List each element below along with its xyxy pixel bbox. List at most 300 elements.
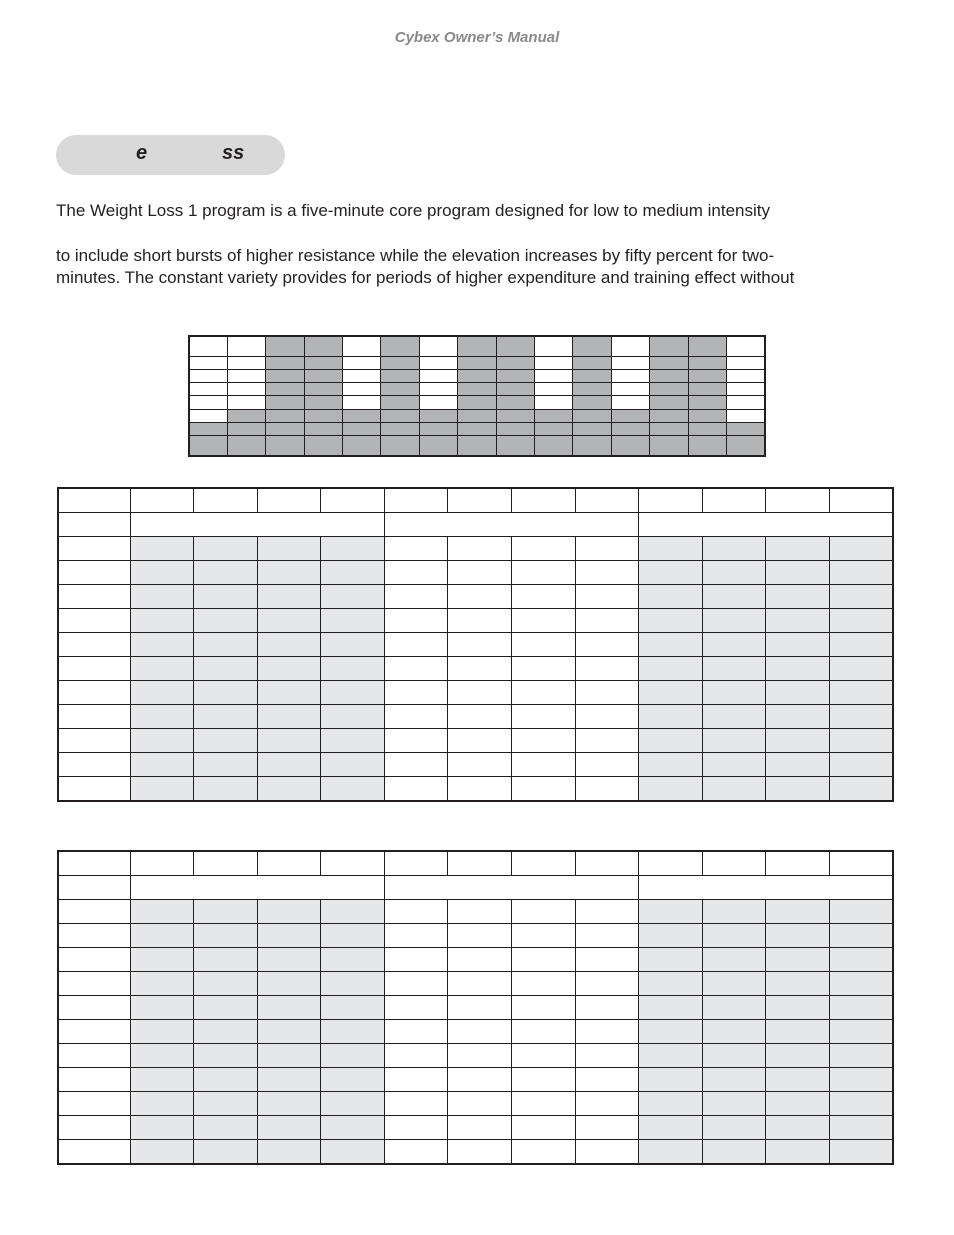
profile-cell-filled [458, 436, 496, 456]
row-label-cell [58, 777, 130, 802]
shaded-cell [130, 753, 194, 777]
profile-cell [343, 383, 381, 396]
profile-cell-filled [189, 436, 227, 456]
shaded-cell [829, 1092, 893, 1116]
shaded-cell [321, 705, 385, 729]
shaded-cell [130, 972, 194, 996]
table-row [58, 924, 893, 948]
shaded-cell [639, 633, 703, 657]
table-row [58, 1116, 893, 1140]
shaded-cell [130, 924, 194, 948]
profile-cell [611, 336, 649, 356]
shaded-cell [639, 996, 703, 1020]
shaded-cell [829, 1020, 893, 1044]
shaded-cell [130, 1116, 194, 1140]
shaded-cell [829, 657, 893, 681]
shaded-cell [702, 1020, 766, 1044]
shaded-cell [257, 1116, 321, 1140]
shaded-cell [194, 1140, 258, 1165]
table-cell [448, 777, 512, 802]
header-cell [130, 851, 194, 876]
shaded-cell [130, 585, 194, 609]
profile-cell-filled [573, 383, 611, 396]
profile-cell-filled [688, 396, 726, 409]
table-cell [575, 1116, 639, 1140]
row-label-cell [58, 513, 130, 537]
table-cell [575, 609, 639, 633]
shaded-cell [321, 753, 385, 777]
table-cell [575, 1068, 639, 1092]
table-row [58, 561, 893, 585]
shaded-cell [257, 633, 321, 657]
row-label-cell [58, 753, 130, 777]
table-cell [384, 1020, 448, 1044]
shaded-cell [829, 633, 893, 657]
header-cell [511, 488, 575, 513]
shaded-cell [321, 777, 385, 802]
profile-cell-filled [573, 356, 611, 369]
profile-cell [611, 396, 649, 409]
shaded-cell [829, 729, 893, 753]
profile-cell [726, 356, 765, 369]
row-label-cell [58, 657, 130, 681]
profile-cell-filled [688, 423, 726, 436]
shaded-cell [702, 996, 766, 1020]
row-label-cell [58, 1020, 130, 1044]
table-cell [384, 585, 448, 609]
table-cell [384, 537, 448, 561]
table-cell [448, 1092, 512, 1116]
shaded-cell [702, 1068, 766, 1092]
profile-cell-filled [496, 436, 534, 456]
shaded-cell [321, 561, 385, 585]
table-cell [575, 1092, 639, 1116]
table-cell [384, 1092, 448, 1116]
table-cell [448, 900, 512, 924]
shaded-cell [766, 537, 830, 561]
shaded-cell [829, 609, 893, 633]
table-row [58, 900, 893, 924]
shaded-cell [639, 561, 703, 585]
header-cell [194, 488, 258, 513]
shaded-cell [130, 1020, 194, 1044]
shaded-cell [257, 1020, 321, 1044]
shaded-cell [829, 996, 893, 1020]
shaded-cell [639, 777, 703, 802]
profile-cell [535, 356, 573, 369]
shaded-cell [829, 585, 893, 609]
shaded-cell [639, 900, 703, 924]
header-cell [384, 851, 448, 876]
shaded-cell [766, 633, 830, 657]
table-cell [384, 972, 448, 996]
shaded-cell [321, 657, 385, 681]
profile-cell-filled [611, 436, 649, 456]
table-cell [448, 1068, 512, 1092]
shaded-cell [194, 609, 258, 633]
profile-cell [611, 369, 649, 382]
shaded-cell [829, 753, 893, 777]
shaded-cell [702, 729, 766, 753]
profile-cell [189, 336, 227, 356]
profile-cell-filled [458, 396, 496, 409]
table-cell [511, 729, 575, 753]
shaded-cell [321, 1092, 385, 1116]
profile-cell-filled [650, 409, 688, 422]
shaded-cell [829, 1044, 893, 1068]
profile-row [189, 409, 765, 422]
profile-cell [227, 336, 265, 356]
table-cell [575, 777, 639, 802]
profile-cell-filled [266, 356, 304, 369]
table-cell [575, 948, 639, 972]
table-cell [448, 996, 512, 1020]
table-cell [511, 948, 575, 972]
profile-cell [189, 396, 227, 409]
profile-cell-filled [304, 409, 342, 422]
shaded-cell [829, 972, 893, 996]
header-cell [702, 488, 766, 513]
table-cell [448, 681, 512, 705]
table-cell [384, 1140, 448, 1165]
shaded-cell [766, 900, 830, 924]
row-label-cell [58, 681, 130, 705]
shaded-cell [829, 1116, 893, 1140]
shaded-cell [194, 633, 258, 657]
shaded-cell [829, 537, 893, 561]
profile-cell-filled [573, 436, 611, 456]
table-cell [511, 561, 575, 585]
row-label-cell [58, 876, 130, 900]
table-row [58, 996, 893, 1020]
profile-cell-filled [726, 423, 765, 436]
shaded-cell [829, 900, 893, 924]
shaded-cell [321, 609, 385, 633]
profile-cell-filled [304, 423, 342, 436]
table-row [58, 948, 893, 972]
shaded-cell [702, 633, 766, 657]
table-cell [448, 537, 512, 561]
table-cell [575, 1044, 639, 1068]
profile-cell [189, 409, 227, 422]
profile-cell-filled [227, 409, 265, 422]
profile-cell-filled [573, 409, 611, 422]
shaded-cell [639, 729, 703, 753]
shaded-cell [766, 657, 830, 681]
shaded-cell [130, 681, 194, 705]
profile-cell-filled [573, 396, 611, 409]
table-cell [511, 753, 575, 777]
table-cell [511, 972, 575, 996]
shaded-cell [766, 1092, 830, 1116]
table-cell [511, 1116, 575, 1140]
shaded-cell [702, 972, 766, 996]
shaded-cell [766, 729, 830, 753]
table-cell [511, 537, 575, 561]
profile-cell-filled [381, 436, 419, 456]
shaded-cell [257, 561, 321, 585]
group-cell [384, 513, 638, 537]
shaded-cell [639, 948, 703, 972]
table-cell [384, 777, 448, 802]
table-row [58, 537, 893, 561]
shaded-cell [194, 1020, 258, 1044]
header-cell [384, 488, 448, 513]
table-cell [448, 753, 512, 777]
profile-row [189, 383, 765, 396]
profile-cell-filled [688, 336, 726, 356]
row-label-cell [58, 972, 130, 996]
workout-table-2 [57, 850, 894, 1165]
header-cell [321, 488, 385, 513]
shaded-cell [257, 900, 321, 924]
profile-cell-filled [381, 383, 419, 396]
shaded-cell [702, 1044, 766, 1068]
table-cell [384, 1068, 448, 1092]
shaded-cell [257, 1140, 321, 1165]
table-cell [511, 1068, 575, 1092]
table-cell [448, 1116, 512, 1140]
row-label-cell [58, 633, 130, 657]
table-row [58, 609, 893, 633]
shaded-cell [702, 561, 766, 585]
table-cell [384, 657, 448, 681]
section-title-pill [56, 135, 285, 175]
shaded-cell [194, 777, 258, 802]
profile-cell [419, 336, 457, 356]
shaded-cell [702, 657, 766, 681]
table-cell [448, 1140, 512, 1165]
row-label-cell [58, 705, 130, 729]
group-cell [384, 876, 638, 900]
profile-cell-filled [688, 356, 726, 369]
table-cell [448, 924, 512, 948]
shaded-cell [321, 1044, 385, 1068]
shaded-cell [257, 996, 321, 1020]
shaded-cell [194, 900, 258, 924]
shaded-cell [321, 900, 385, 924]
shaded-cell [639, 1044, 703, 1068]
shaded-cell [639, 1116, 703, 1140]
profile-cell-filled [381, 409, 419, 422]
shaded-cell [702, 705, 766, 729]
shaded-cell [130, 1068, 194, 1092]
profile-cell-filled [343, 436, 381, 456]
shaded-cell [194, 996, 258, 1020]
shaded-cell [829, 561, 893, 585]
table-cell [384, 729, 448, 753]
profile-cell [419, 369, 457, 382]
profile-cell [343, 396, 381, 409]
shaded-cell [639, 753, 703, 777]
shaded-cell [194, 924, 258, 948]
group-cell [639, 876, 893, 900]
row-label-cell [58, 1140, 130, 1165]
table-cell [384, 609, 448, 633]
shaded-cell [257, 777, 321, 802]
profile-cell-filled [496, 336, 534, 356]
profile-cell-filled [458, 409, 496, 422]
table-cell [448, 633, 512, 657]
shaded-cell [130, 561, 194, 585]
shaded-cell [766, 705, 830, 729]
shaded-cell [702, 681, 766, 705]
shaded-cell [829, 777, 893, 802]
profile-cell [227, 369, 265, 382]
profile-cell [726, 409, 765, 422]
table-cell [448, 1044, 512, 1068]
profile-cell-filled [304, 336, 342, 356]
shaded-cell [702, 1092, 766, 1116]
table-group-row [58, 876, 893, 900]
profile-cell-filled [611, 423, 649, 436]
intro-line-3: minutes. The constant variety provides for periods of higher expenditure and training effect without [56, 268, 795, 287]
table-cell [448, 948, 512, 972]
header-cell [575, 851, 639, 876]
table-row [58, 1068, 893, 1092]
table-cell [575, 561, 639, 585]
profile-cell-filled [381, 423, 419, 436]
row-label-cell [58, 1044, 130, 1068]
table-cell [511, 1140, 575, 1165]
shaded-cell [130, 537, 194, 561]
profile-row [189, 436, 765, 456]
shaded-cell [639, 1068, 703, 1092]
table-cell [448, 585, 512, 609]
table-cell [511, 1092, 575, 1116]
profile-cell-filled [458, 336, 496, 356]
row-label-cell [58, 948, 130, 972]
table-row [58, 1044, 893, 1068]
profile-cell-filled [650, 369, 688, 382]
profile-cell-filled [304, 356, 342, 369]
shaded-cell [321, 585, 385, 609]
shaded-cell [130, 900, 194, 924]
table-row [58, 1020, 893, 1044]
profile-cell-filled [496, 396, 534, 409]
row-label-cell [58, 924, 130, 948]
profile-cell-filled [650, 396, 688, 409]
profile-cell-filled [381, 336, 419, 356]
shaded-cell [321, 972, 385, 996]
profile-cell-filled [304, 383, 342, 396]
shaded-cell [321, 681, 385, 705]
table-cell [448, 729, 512, 753]
table-cell [575, 1020, 639, 1044]
table-cell [575, 705, 639, 729]
group-cell [130, 876, 384, 900]
shaded-cell [194, 753, 258, 777]
group-cell [130, 513, 384, 537]
header-cell [829, 488, 893, 513]
profile-cell-filled [458, 356, 496, 369]
table-row [58, 633, 893, 657]
shaded-cell [702, 609, 766, 633]
profile-cell-filled [381, 396, 419, 409]
table-cell [448, 972, 512, 996]
table-cell [384, 1044, 448, 1068]
header-cell [448, 851, 512, 876]
shaded-cell [639, 972, 703, 996]
shaded-cell [257, 1044, 321, 1068]
shaded-cell [130, 777, 194, 802]
shaded-cell [702, 1140, 766, 1165]
table-header-row [58, 488, 893, 513]
profile-cell [535, 396, 573, 409]
shaded-cell [321, 633, 385, 657]
shaded-cell [829, 681, 893, 705]
section-title-fragment: ss [222, 142, 245, 164]
shaded-cell [702, 777, 766, 802]
shaded-cell [639, 705, 703, 729]
row-label-cell [58, 900, 130, 924]
table-cell [575, 1140, 639, 1165]
shaded-cell [257, 657, 321, 681]
shaded-cell [257, 681, 321, 705]
shaded-cell [702, 537, 766, 561]
section-title-fragment: e [136, 142, 148, 164]
shaded-cell [257, 609, 321, 633]
shaded-cell [702, 585, 766, 609]
shaded-cell [194, 1116, 258, 1140]
profile-cell-filled [227, 436, 265, 456]
table-cell [575, 537, 639, 561]
profile-cell-filled [650, 436, 688, 456]
shaded-cell [766, 561, 830, 585]
group-cell [639, 513, 893, 537]
shaded-cell [639, 1020, 703, 1044]
table-cell [384, 753, 448, 777]
profile-cell [343, 369, 381, 382]
row-label-cell [58, 609, 130, 633]
shaded-cell [194, 948, 258, 972]
header-cell [194, 851, 258, 876]
table-cell [511, 924, 575, 948]
shaded-cell [130, 657, 194, 681]
table-row [58, 681, 893, 705]
profile-cell [227, 383, 265, 396]
table-cell [384, 561, 448, 585]
row-label-cell [58, 729, 130, 753]
shaded-cell [257, 1092, 321, 1116]
shaded-cell [130, 948, 194, 972]
row-label-cell [58, 1068, 130, 1092]
row-label-cell [58, 561, 130, 585]
table-cell [511, 657, 575, 681]
table-cell [511, 633, 575, 657]
row-label-cell [58, 996, 130, 1020]
profile-cell [611, 383, 649, 396]
table-cell [384, 1116, 448, 1140]
profile-cell-filled [458, 369, 496, 382]
table-row [58, 1140, 893, 1165]
row-label-cell [58, 1092, 130, 1116]
shaded-cell [321, 924, 385, 948]
profile-cell-filled [496, 383, 534, 396]
shaded-cell [321, 1068, 385, 1092]
workout-table-1 [57, 487, 894, 802]
profile-cell-filled [304, 369, 342, 382]
shaded-cell [702, 1116, 766, 1140]
header-cell [639, 851, 703, 876]
table-cell [448, 1020, 512, 1044]
shaded-cell [257, 729, 321, 753]
table-cell [384, 924, 448, 948]
shaded-cell [194, 972, 258, 996]
table-cell [448, 657, 512, 681]
shaded-cell [639, 657, 703, 681]
profile-row [189, 356, 765, 369]
